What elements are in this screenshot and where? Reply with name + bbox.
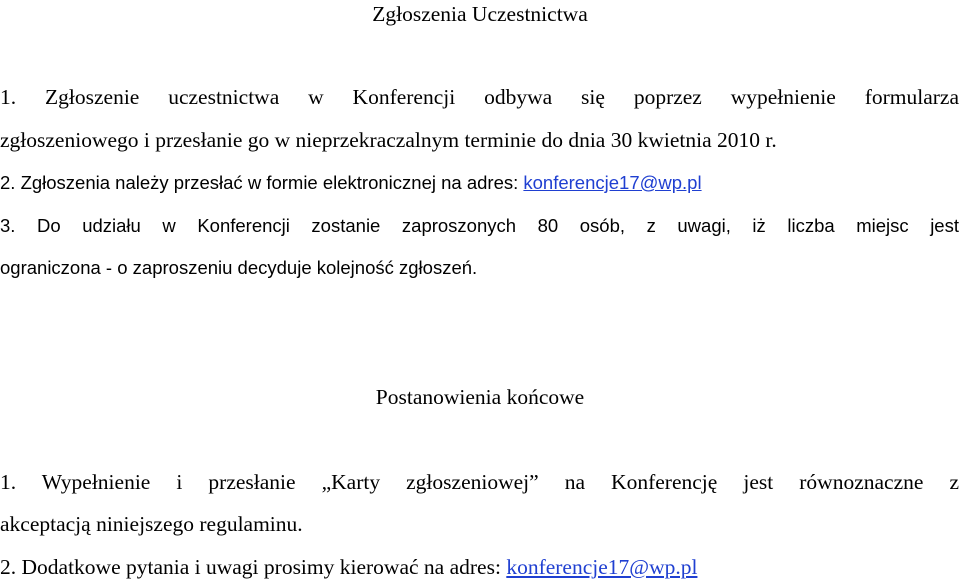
rule-3-line-1: 3. Do udziału w Konferencji zostanie zaproszonych 80 osób, z uwagi, iż liczba miejsc jest xyxy=(0,215,959,236)
rule-3-line-2: ograniczona - o zaproszeniu decyduje kolejność zgłoszeń. xyxy=(0,257,478,278)
section-title-final-provisions: Postanowienia końcowe xyxy=(375,385,585,409)
email-link[interactable]: konferencje17@wp.pl xyxy=(523,172,702,193)
final-rule-2-text: 2. Dodatkowe pytania i uwagi prosimy kierować na adres: xyxy=(0,555,507,579)
final-rule-1-line-1: 1. Wypełnienie i przesłanie „Karty zgłoszeniowej” na Konferencję jest równoznaczne z xyxy=(0,470,959,494)
rule-2-text: 2. Zgłoszenia należy przesłać w formie elektronicznej na adres: xyxy=(0,172,524,193)
final-rule-1-line-2: akceptacją niniejszego regulaminu. xyxy=(0,512,303,536)
rule-1-line-2: zgłoszeniowego i przesłanie go w nieprzekraczalnym terminie do dnia 30 kwietnia 2010 r. xyxy=(0,128,777,152)
rule-1-line-1: 1. Zgłoszenie uczestnictwa w Konferencji odbywa się poprzez wypełnienie formularza xyxy=(0,85,959,109)
rule-2 xyxy=(0,172,702,194)
final-rule-2 xyxy=(0,555,697,580)
email-link-2[interactable]: konferencje17@wp.pl xyxy=(506,555,698,579)
section-title-applications: Zgłoszenia Uczestnictwa xyxy=(372,2,588,26)
